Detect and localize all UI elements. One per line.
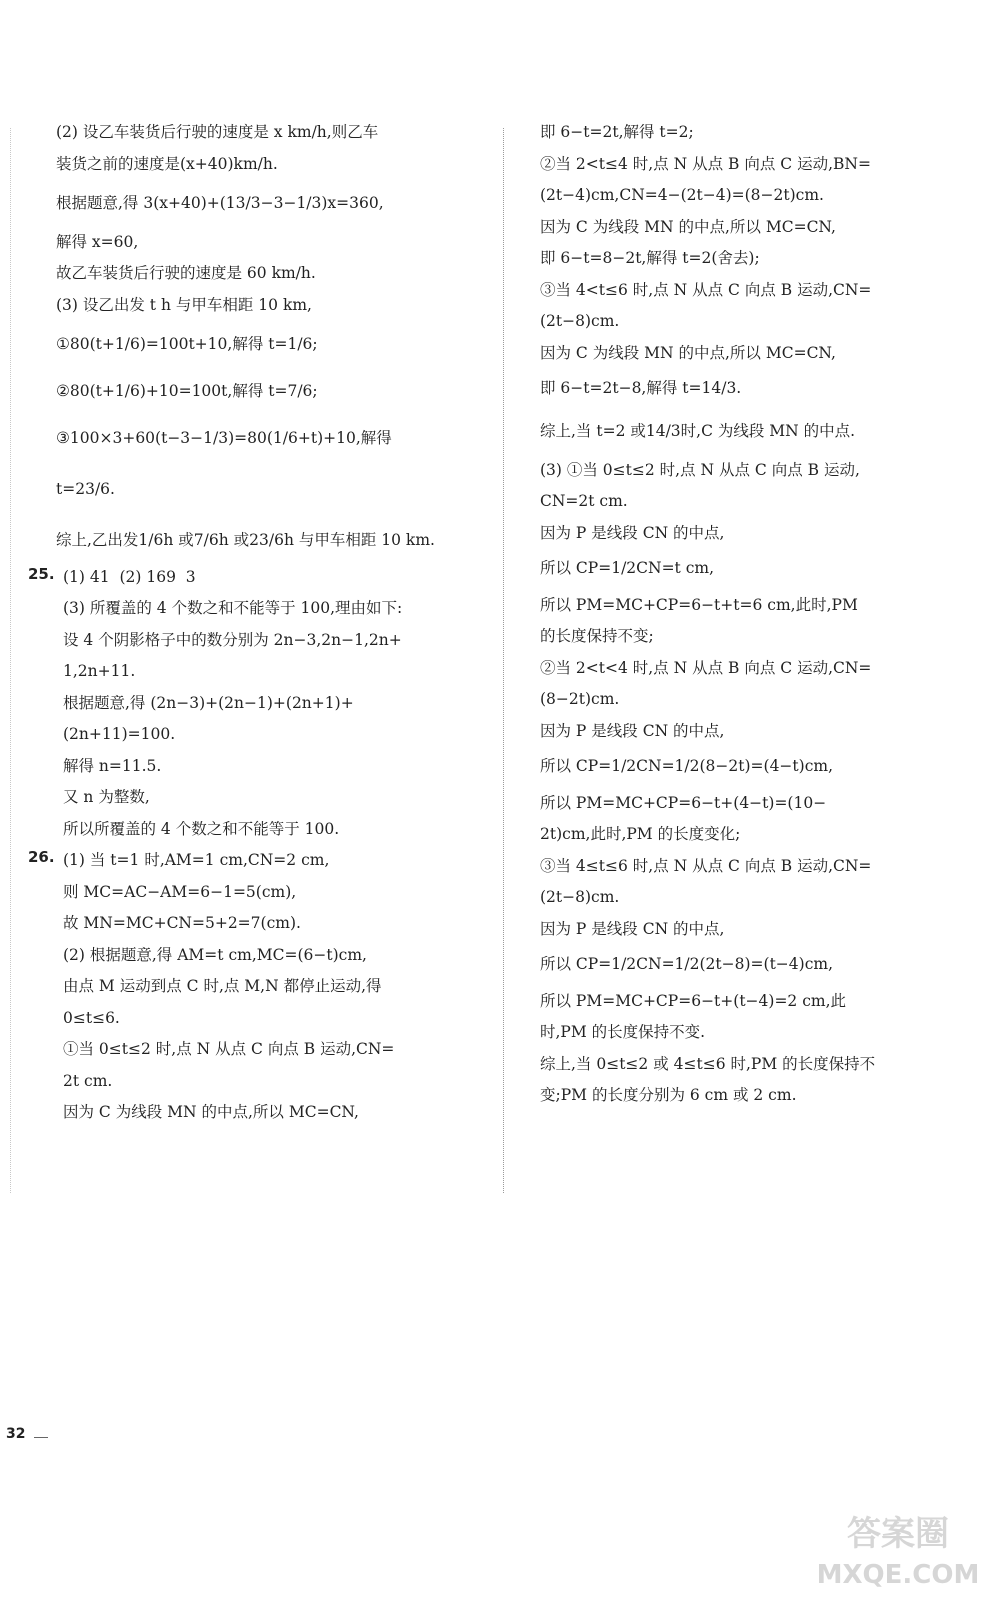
text-line: 2t)cm,此时,PM 的长度变化; [540, 825, 741, 843]
text-line: t=23/6. [56, 479, 115, 498]
text-line: 装货之前的速度是(x+40)km/h. [56, 154, 278, 173]
right-column [540, 120, 980, 1115]
text-line: 所以 CP=1/2CN=t cm, [540, 558, 715, 577]
text-line: 即 6−t=8−2t,解得 t=2(舍去); [540, 249, 760, 267]
text-line: ②当 2<t≤4 时,点 N 从点 B 向点 C 运动,BN= [540, 154, 871, 173]
text-line: 所以 PM=MC+CP=6−t+(t−4)=2 cm,此 [540, 991, 847, 1010]
text-line: 所以 CP=1/2CN=1/2(2t−8)=(t−4)cm, [540, 954, 834, 973]
text-line: 故 MN=MC+CN=5+2=7(cm). [63, 914, 301, 932]
text-line: (2n+11)=100. [63, 725, 176, 743]
watermark-top-text: 答案圈 [847, 1514, 949, 1554]
q24-continuation [28, 120, 493, 553]
text-line: 因为 P 是线段 CN 的中点, [540, 919, 725, 938]
text-line: ③当 4≤t≤6 时,点 N 从点 C 向点 B 运动,CN= [540, 856, 872, 875]
text-line: ①当 0≤t≤2 时,点 N 从点 C 向点 B 运动,CN= [63, 1040, 395, 1058]
text-line: ③100×3+60(t−3−1/3)=80(1/6+t)+10,解得 [56, 428, 392, 447]
text-line: (2t−8)cm. [540, 888, 620, 906]
question-number: 26. [28, 848, 55, 866]
watermark-logo [808, 1505, 988, 1595]
watermark-bottom-text: MXQE.COM [816, 1560, 980, 1590]
text-line: 所以 CP=1/2CN=1/2(8−2t)=(4−t)cm, [540, 756, 834, 775]
page-number-dash [34, 1437, 48, 1438]
text-line: 所以 PM=MC+CP=6−t+(4−t)=(10− [540, 793, 827, 812]
text-line: 因为 P 是线段 CN 的中点, [540, 523, 725, 542]
text-line: 又 n 为整数, [63, 788, 150, 806]
text-line: 因为 C 为线段 MN 的中点,所以 MC=CN, [540, 217, 836, 236]
text-line: (2) 根据题意,得 AM=t cm,MC=(6−t)cm, [63, 945, 367, 964]
text-line: 变;PM 的长度分别为 6 cm 或 2 cm. [540, 1086, 797, 1104]
text-line: (2t−4)cm,CN=4−(2t−4)=(8−2t)cm. [540, 186, 824, 204]
text-line: 因为 C 为线段 MN 的中点,所以 MC=CN, [63, 1103, 359, 1121]
text-line: 解得 n=11.5. [63, 756, 162, 775]
text-line: 解得 x=60, [56, 232, 139, 251]
text-line: 因为 P 是线段 CN 的中点, [540, 721, 725, 740]
text-line: 所以 PM=MC+CP=6−t+t=6 cm,此时,PM [540, 595, 858, 614]
binding-edge-line [10, 128, 11, 1193]
text-line: 综上,乙出发1/6h 或7/6h 或23/6h 与甲车相距 10 km. [56, 530, 435, 549]
text-line: 由点 M 运动到点 C 时,点 M,N 都停止运动,得 [63, 977, 382, 995]
text-line: 即 6−t=2t−8,解得 t=14/3. [540, 378, 742, 397]
text-line: ①80(t+1/6)=100t+10,解得 t=1/6; [56, 334, 318, 353]
column-divider [503, 128, 504, 1193]
text-line: 0≤t≤6. [63, 1008, 120, 1027]
text-line: 因为 C 为线段 MN 的中点,所以 MC=CN, [540, 343, 836, 362]
question-25 [28, 565, 493, 842]
text-line: 的长度保持不变; [540, 627, 654, 645]
text-line: (3) 设乙出发 t h 与甲车相距 10 km, [56, 295, 312, 314]
text-line: CN=2t cm. [540, 492, 628, 510]
text-line: 2t cm. [63, 1071, 113, 1090]
text-line: 根据题意,得 (2n−3)+(2n−1)+(2n+1)+ [63, 693, 354, 712]
text-line: (2t−8)cm. [540, 312, 620, 330]
text-line: ②80(t+1/6)+10=100t,解得 t=7/6; [56, 381, 318, 400]
text-line: 综上,当 0≤t≤2 或 4≤t≤6 时,PM 的长度保持不 [540, 1054, 876, 1073]
left-column [28, 120, 493, 1132]
text-line: (1) 41 (2) 169 3 [63, 567, 196, 586]
text-line: ②当 2<t<4 时,点 N 从点 B 向点 C 运动,CN= [540, 658, 872, 677]
question-number: 25. [28, 564, 55, 583]
text-line: (3) ①当 0≤t≤2 时,点 N 从点 C 向点 B 运动, [540, 460, 860, 479]
text-line: 即 6−t=2t,解得 t=2; [540, 123, 694, 141]
text-line: 设 4 个阴影格子中的数分别为 2n−3,2n−1,2n+ [63, 630, 402, 649]
text-line: 所以所覆盖的 4 个数之和不能等于 100. [63, 819, 340, 838]
text-line: (3) 所覆盖的 4 个数之和不能等于 100,理由如下: [63, 599, 403, 617]
text-line: (1) 当 t=1 时,AM=1 cm,CN=2 cm, [63, 851, 330, 869]
text-line: 故乙车装货后行驶的速度是 60 km/h. [56, 264, 316, 282]
text-line: 时,PM 的长度保持不变. [540, 1023, 706, 1041]
text-line: 综上,当 t=2 或14/3时,C 为线段 MN 的中点. [540, 421, 856, 440]
page-number: 32 [6, 1426, 26, 1442]
text-line: (2) 设乙车装货后行驶的速度是 x km/h,则乙车 [56, 123, 379, 141]
text-line: 则 MC=AC−AM=6−1=5(cm), [63, 882, 297, 901]
question-26 [28, 848, 493, 1125]
text-line: (8−2t)cm. [540, 690, 620, 708]
text-line: 1,2n+11. [63, 662, 136, 680]
text-line: ③当 4<t≤6 时,点 N 从点 C 向点 B 运动,CN= [540, 280, 872, 299]
text-line: 根据题意,得 3(x+40)+(13/3−3−1/3)x=360, [56, 193, 384, 212]
